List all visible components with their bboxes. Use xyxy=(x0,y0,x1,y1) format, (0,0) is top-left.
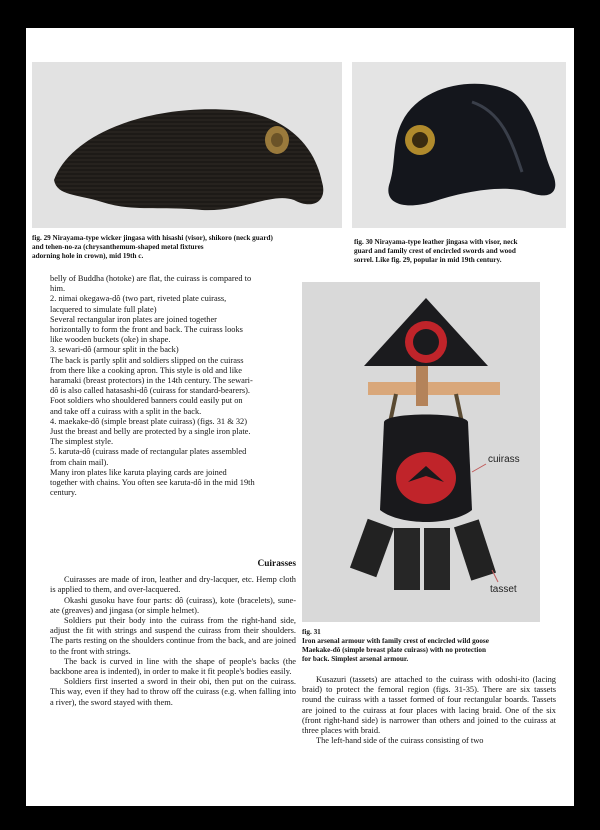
text-line: dô is also called hatasashi-dô (cuirass for standard-bearers). xyxy=(50,386,250,396)
fig31-caption-line: Iron arsenal armour with family crest of encircled wild goose xyxy=(302,637,489,645)
paragraph: The back is curved in line with the shape of people's backs (the backbone area is indented), in order to make it fit people's bodies easily. xyxy=(50,656,296,677)
text-line: belly of Buddha (hotoke) are flat, the cuirass is compared to xyxy=(50,274,252,283)
text-line: like wooden buckets (oke) in shape. xyxy=(50,335,171,345)
fig30-caption xyxy=(354,238,570,265)
paragraph: Cuirasses are made of iron, leather and dry-lacquer, etc. Hemp cloth is applied to them, and over-lacquered. xyxy=(50,575,296,595)
fig31-photo xyxy=(302,282,540,622)
document-page xyxy=(26,28,574,806)
fig29-photo xyxy=(32,62,342,228)
text-line: from chain mail). xyxy=(50,457,109,467)
cuirasses-section xyxy=(50,556,296,708)
fig31-caption-line: fig. 31 xyxy=(302,628,321,636)
text-line: 4. maekake-dô (simple breast plate cuirass) (figs. 31 & 32) xyxy=(50,416,247,426)
text-line: and take off a cuirass with a split in the back. xyxy=(50,406,202,416)
text-line: Just the breast and belly are protected by a single iron plate. xyxy=(50,427,251,437)
fig30-caption-line: fig. 30 Nirayama-type leather jingasa with visor, neck xyxy=(354,238,518,246)
text-line: haramaki (breast protectors) in the 14th century. The sewari- xyxy=(50,376,253,386)
text-line: 5. karuta-dô (cuirass made of rectangular plates assembled xyxy=(50,447,247,457)
wicker-jingasa-image xyxy=(32,62,342,228)
fig29-caption-line: fig. 29 Nirayama-type wicker jingasa with hisashi (visor), shikoro (neck guard) xyxy=(32,234,273,242)
paragraph: The left-hand side of the cuirass consisting of two xyxy=(316,736,484,746)
text-line: him. xyxy=(50,284,66,294)
fig31-caption-line: for back. Simplest arsenal armour. xyxy=(302,655,409,663)
paragraph: Soldiers first inserted a sword in their obi, then put on the cuirass. This way, even if they had to throw off the cuirass (e.g. when falling into a river), the sword stayed with them. xyxy=(50,677,296,707)
text-line: The back is partly split and soldiers slipped on the cuirass xyxy=(50,355,244,365)
tasset-label: tasset xyxy=(490,584,517,595)
text-line: Foot soldiers who shouldered banners could easily put on xyxy=(50,396,243,406)
section-heading: Cuirasses xyxy=(257,559,296,569)
paragraph: Soldiers put their body into the cuirass from the right-hand side, adjust the fit with strings and suspend the cuirass from their shoulders. The parts resting on the shoulders continue from the back, and are joined to the front with strings. xyxy=(50,616,296,656)
text-line: horizontally to form the front and back. The cuirass looks xyxy=(50,325,243,335)
text-line: together with chains. You often see karuta-dô in the mid 19th xyxy=(50,478,255,488)
leather-jingasa-image xyxy=(352,62,566,228)
fig31-caption xyxy=(302,628,552,664)
cuirass-label: cuirass xyxy=(488,454,520,465)
text-line: 3. sewari-dô (armour split in the back) xyxy=(50,345,179,355)
text-line: from there like a cooking apron. This style is old and like xyxy=(50,365,242,375)
fig31-caption-line: Maekake-dô (simple breast plate cuirass) with no protection xyxy=(302,646,487,654)
text-line: lacquered to simulate full plate) xyxy=(50,304,157,314)
paragraph: Okashi gusoku have four parts: dô (cuirass), kote (bracelets), sune-ate (greaves) and jingasa (or simple helmet). xyxy=(50,595,296,615)
arsenal-armour-image xyxy=(302,282,540,622)
fig29-caption-line: and tehen-no-za (chrysanthemum-shaped metal fixtures xyxy=(32,243,204,251)
text-line: century. xyxy=(50,488,77,498)
left-column-top-text xyxy=(50,274,306,498)
text-line: Many iron plates like karuta playing cards are joined xyxy=(50,467,227,477)
text-line: Several rectangular iron plates are joined together xyxy=(50,314,217,324)
fig29-caption-line: adorning hole in crown), mid 19th c. xyxy=(32,252,144,260)
text-line: 2. nimai okegawa-dô (two part, riveted plate cuirass, xyxy=(50,294,227,304)
fig30-caption-line: sorrel. Like fig. 29, popular in mid 19th century. xyxy=(354,256,502,264)
right-column-text xyxy=(302,675,556,746)
fig30-caption-line: guard and family crest of encircled swords and wood xyxy=(354,247,516,255)
fig29-caption xyxy=(32,234,352,261)
text-line: The simplest style. xyxy=(50,437,114,447)
fig30-photo xyxy=(352,62,566,228)
paragraph: Kusazuri (tassets) are attached to the cuirass with odoshi-ito (lacing braid) to protect the femoral region (figs. 31-35). There are six tassets round the cuirass with a tasset formed of four rectangular boards. Tassets are joined to the cuirass at four places with lacing braid. One of the six (front right-hand side) is narrower than others and joined to the cuirass at three places with braid. xyxy=(302,675,556,736)
